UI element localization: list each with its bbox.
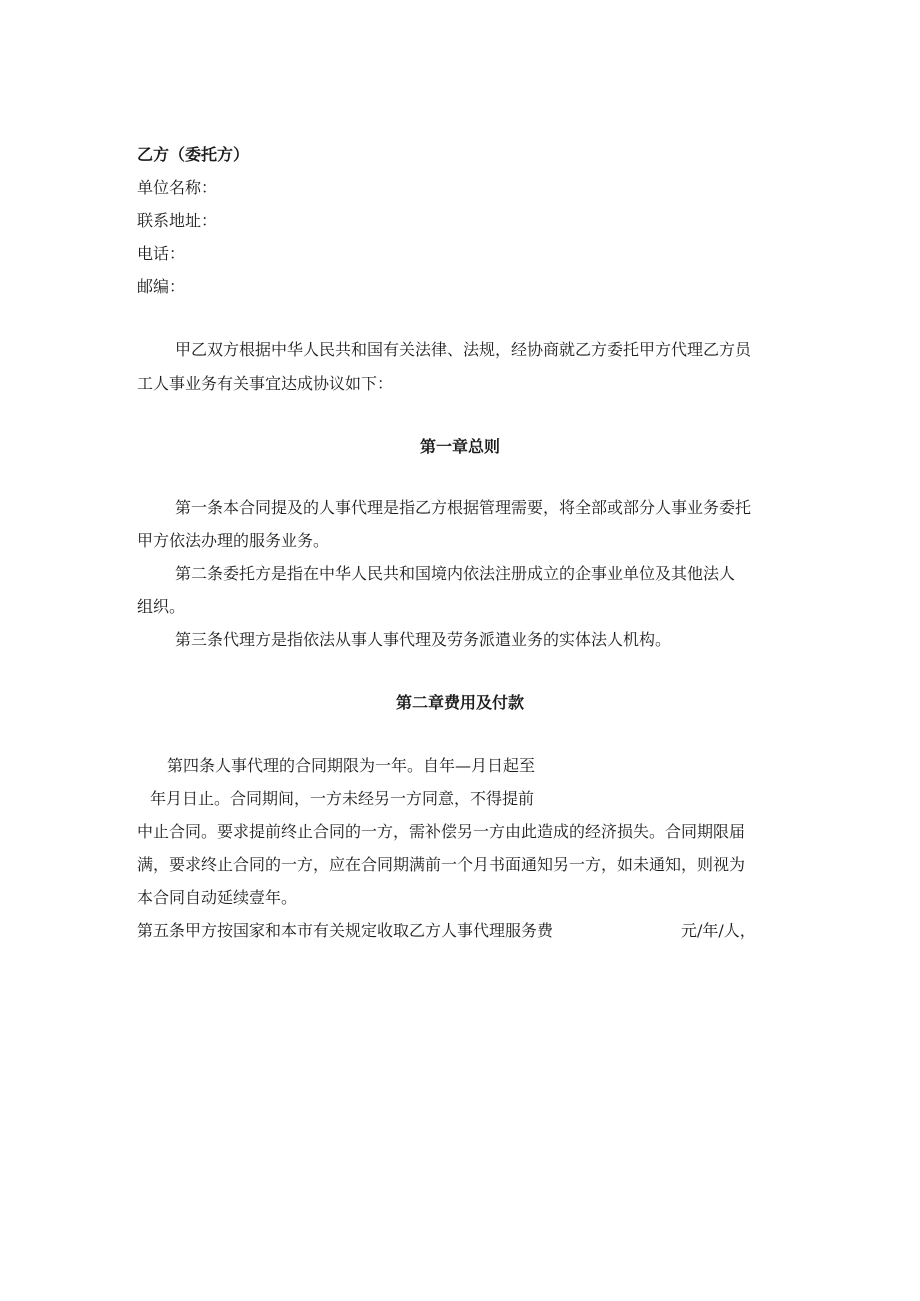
article-5-line-1-b: 元/年/人， <box>681 921 756 940</box>
intro-line-2: 工人事业务有关事宜达成协议如下： <box>137 374 394 393</box>
phone-label: 电话： <box>137 244 186 263</box>
article-1-line-1: 第一条本合同提及的人事代理是指乙方根据管理需要，将全部或部分人事业务委托 <box>175 498 752 517</box>
article-4-line-1: 第四条人事代理的合同期限为一年。自年—月日起至 <box>167 756 536 775</box>
intro-line-1: 甲乙双方根据中华人民共和国有关法律、法规，经协商就乙方委托甲方代理乙方员 <box>175 340 752 359</box>
article-2-line-2: 组织。 <box>137 597 186 616</box>
article-3-line-1: 第三条代理方是指依法从事人事代理及劳务派遣业务的实体法人机构。 <box>175 630 672 649</box>
postcode-label: 邮编： <box>137 277 186 296</box>
article-1-line-2: 甲方依法办理的服务业务。 <box>137 531 330 550</box>
article-4-line-2: 年月日止。合同期间，一方未经另一方同意，不得提前 <box>150 789 535 808</box>
party-b-title: 乙方（委托方） <box>137 145 250 164</box>
article-4-line-4: 满，要求终止合同的一方，应在合同期满前一个月书面通知另一方，如未通知，则视为 <box>137 855 746 874</box>
article-2-line-1: 第二条委托方是指在中华人民共和国境内依法注册成立的企事业单位及其他法人 <box>175 564 736 583</box>
article-5-line-1-a: 第五条甲方按国家和本市有关规定收取乙方人事代理服务费 <box>137 921 554 940</box>
chapter-2-title: 第二章费用及付款 <box>395 693 524 712</box>
article-4-line-5: 本合同自动延续壹年。 <box>137 888 298 907</box>
chapter-1-title: 第一章总则 <box>419 437 500 456</box>
address-label: 联系地址： <box>137 211 218 230</box>
unit-name-label: 单位名称： <box>137 178 218 197</box>
article-4-line-3: 中止合同。要求提前终止合同的一方，需补偿另一方由此造成的经济损失。合同期限届 <box>137 822 746 841</box>
